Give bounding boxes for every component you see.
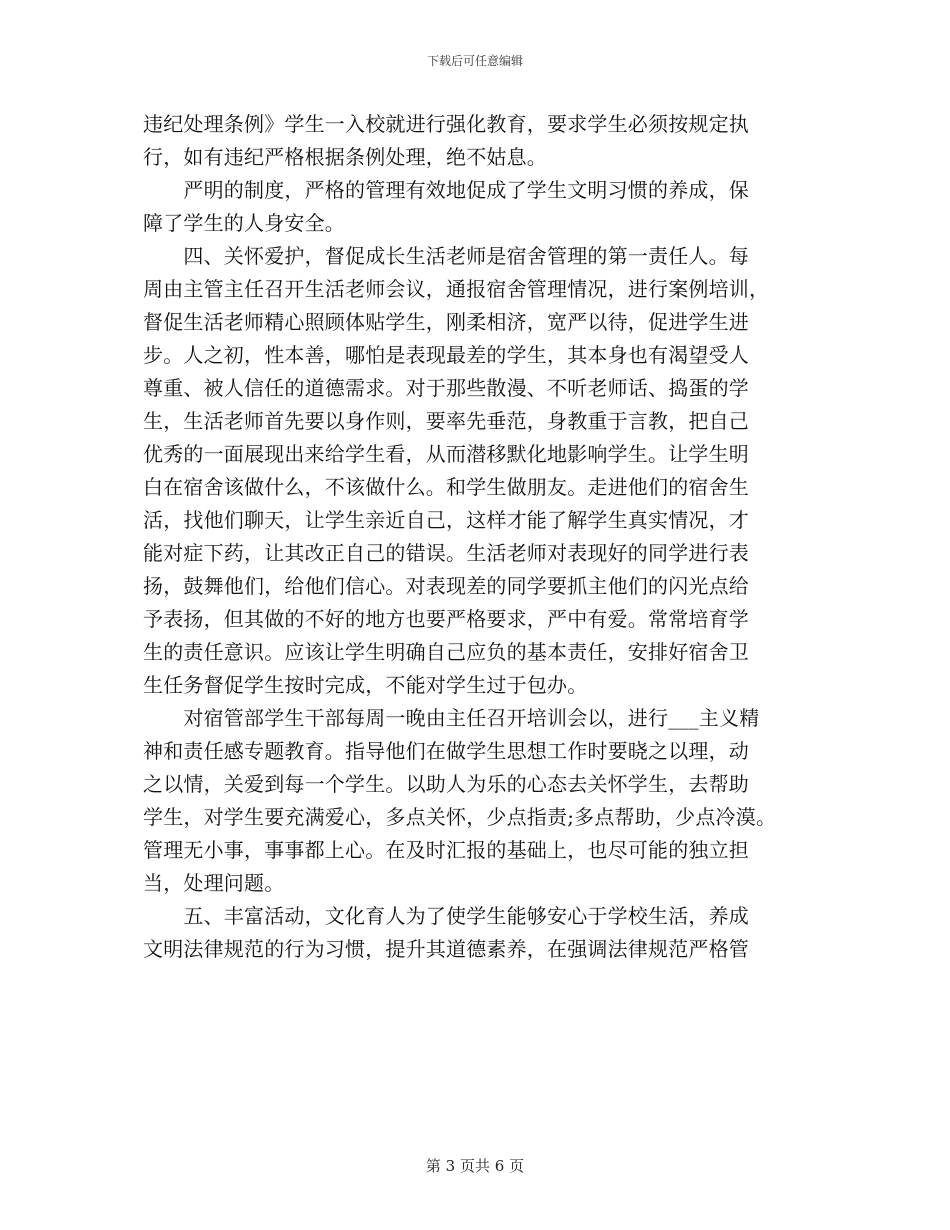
text-line: 白在宿舍该做什么，不该做什么。和学生做朋友。走进他们的宿舍生 xyxy=(143,475,749,499)
text-line: 能对症下药，让其改正自己的错误。生活老师对表现好的同学进行表 xyxy=(143,541,749,565)
text-line: 生的责任意识。应该让学生明确自己应负的基本责任，安排好宿舍卫 xyxy=(143,640,749,664)
text-line: 严明的制度，严格的管理有效地促成了学生文明习惯的养成，保 xyxy=(143,178,749,202)
page-header: 下载后可任意编辑 xyxy=(426,54,523,68)
text-line: 步。人之初，性本善，哪怕是表现最差的学生，其本身也有渴望受人 xyxy=(143,343,749,367)
text-line: 予表扬，但其做的不好的地方也要严格要求，严中有爱。常常培育学 xyxy=(143,607,749,631)
text-line: 生，生活老师首先要以身作则，要率先垂范，身教重于言教，把自己 xyxy=(143,409,749,433)
text-line: 行，如有违纪严格根据条例处理，绝不姑息。 xyxy=(143,145,547,169)
text-line: 神和责任感专题教育。指导他们在做学生思想工作时要晓之以理，动 xyxy=(143,739,749,763)
text-line: 扬，鼓舞他们，给他们信心。对表现差的同学要抓主他们的闪光点给 xyxy=(143,574,749,598)
text-line: 违纪处理条例》学生一入校就进行强化教育，要求学生必须按规定执 xyxy=(143,112,749,136)
text-line: 五、丰富活动，文化育人为了使学生能够安心于学校生活，养成 xyxy=(143,904,749,928)
text-line: 尊重、被人信任的道德需求。对于那些散漫、不听老师话、捣蛋的学 xyxy=(143,376,749,400)
text-line: 优秀的一面展现出来给学生看，从而潜移默化地影响学生。让学生明 xyxy=(143,442,749,466)
text-line: 之以情，关爱到每一个学生。以助人为乐的心态去关怀学生，去帮助 xyxy=(143,772,749,796)
text-line: 管理无小事，事事都上心。在及时汇报的基础上，也尽可能的独立担 xyxy=(143,838,749,862)
page-number: 第 3 页共 6 页 xyxy=(425,1157,525,1175)
text-line: 对宿管部学生干部每周一晚由主任召开培训会以，进行___主义精 xyxy=(143,706,760,730)
text-line: 学生，对学生要充满爱心，多点关怀，少点指责;多点帮助，少点冷漠。 xyxy=(143,805,777,829)
text-line: 文明法律规范的行为习惯，提升其道德素养，在强调法律规范严格管 xyxy=(143,937,749,961)
text-line: 督促生活老师精心照顾体贴学生，刚柔相济，宽严以待，促进学生进 xyxy=(143,310,749,334)
text-line: 周由主管主任召开生活老师会议，通报宿舍管理情况，进行案例培训， xyxy=(143,277,770,301)
text-line: 活，找他们聊天，让学生亲近自己，这样才能了解学生真实情况，才 xyxy=(143,508,749,532)
text-line: 障了学生的人身安全。 xyxy=(143,211,345,235)
text-line: 四、关怀爱护，督促成长生活老师是宿舍管理的第一责任人。每 xyxy=(143,244,749,268)
text-line: 当，处理问题。 xyxy=(143,871,285,895)
document-body xyxy=(143,108,823,966)
text-line: 生任务督促学生按时完成，不能对学生过于包办。 xyxy=(143,673,588,697)
